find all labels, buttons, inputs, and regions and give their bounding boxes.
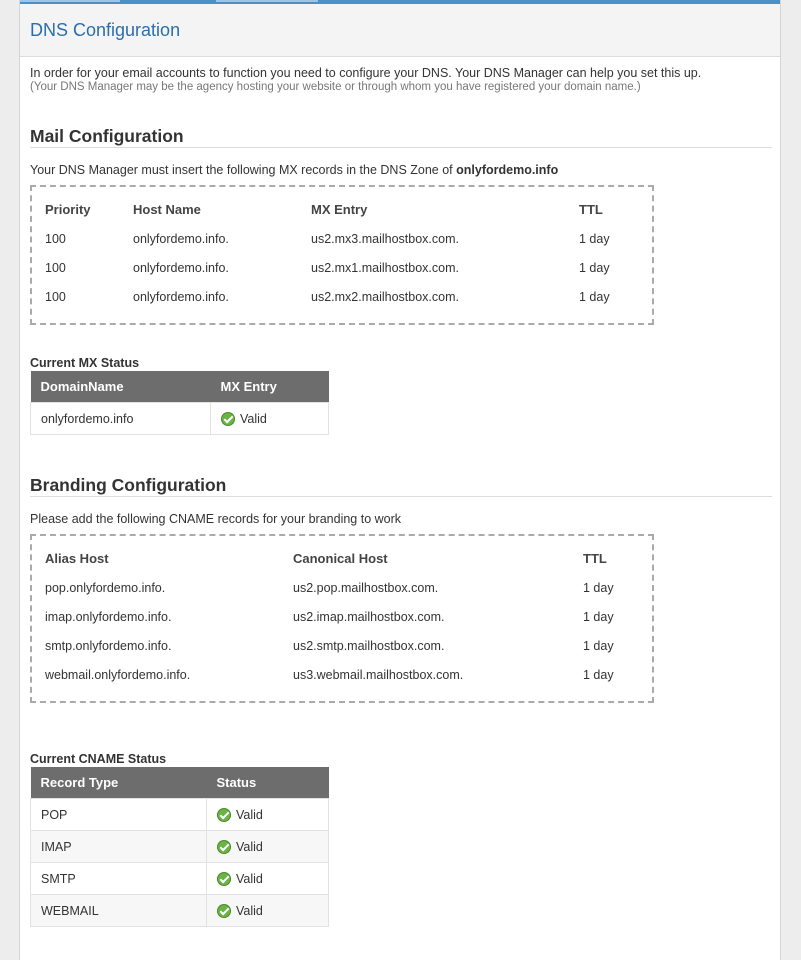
tab-indicator bbox=[216, 0, 318, 2]
branding-lead: Please add the following CNAME records for your branding to work bbox=[30, 512, 402, 526]
cname-alias: webmail.onlyfordemo.info. bbox=[45, 667, 191, 682]
mx-header-row bbox=[45, 195, 639, 224]
table-row bbox=[45, 253, 639, 282]
cname-header-ttl: TTL bbox=[583, 551, 607, 566]
cname-records-box bbox=[30, 534, 654, 703]
mx-ttl: 1 day bbox=[579, 231, 610, 246]
cname-status-cell bbox=[207, 863, 329, 895]
table-row bbox=[45, 602, 643, 631]
mx-ttl: 1 day bbox=[579, 260, 610, 275]
cname-status-label: Current CNAME Status bbox=[30, 752, 167, 766]
mx-status-cell bbox=[211, 403, 329, 435]
mail-section-divider bbox=[30, 147, 772, 148]
cname-ttl: 1 day bbox=[583, 667, 614, 682]
check-circle-icon bbox=[217, 904, 231, 918]
cname-canonical: us2.imap.mailhostbox.com. bbox=[293, 609, 445, 624]
cname-record-type: POP bbox=[31, 799, 207, 831]
table-row bbox=[45, 631, 643, 660]
mail-lead bbox=[30, 163, 558, 177]
cname-ttl: 1 day bbox=[583, 638, 614, 653]
mx-header-mx-entry: MX Entry bbox=[311, 202, 368, 217]
cname-status-table bbox=[30, 767, 329, 927]
cname-status-cell bbox=[207, 895, 329, 927]
intro-main: In order for your email accounts to function you need to configure your DNS. Your DNS Manager can help you set this up. bbox=[30, 66, 702, 80]
mx-records-box bbox=[30, 185, 654, 325]
cname-alias: pop.onlyfordemo.info. bbox=[45, 580, 166, 595]
page-title: DNS Configuration bbox=[30, 20, 181, 40]
mx-status-table bbox=[30, 371, 329, 435]
mx-entry: us2.mx2.mailhostbox.com. bbox=[311, 289, 459, 304]
cname-canonical: us2.pop.mailhostbox.com. bbox=[293, 580, 439, 595]
mx-status-header-row bbox=[31, 371, 329, 403]
table-row bbox=[31, 895, 329, 927]
dns-configuration-panel bbox=[19, 0, 781, 960]
tab-indicator bbox=[20, 0, 120, 2]
check-circle-icon bbox=[221, 412, 235, 426]
status-valid-text: Valid bbox=[236, 903, 263, 918]
mx-status-header-domain: DomainName bbox=[31, 371, 211, 403]
cname-alias: smtp.onlyfordemo.info. bbox=[45, 638, 172, 653]
table-row bbox=[45, 224, 639, 253]
status-valid-text: Valid bbox=[236, 871, 263, 886]
cname-alias: imap.onlyfordemo.info. bbox=[45, 609, 172, 624]
cname-record-type: WEBMAIL bbox=[31, 895, 207, 927]
mx-priority: 100 bbox=[45, 289, 66, 304]
cname-header-alias: Alias Host bbox=[45, 551, 109, 566]
cname-ttl: 1 day bbox=[583, 580, 614, 595]
cname-record-type: IMAP bbox=[31, 831, 207, 863]
status-valid-text: Valid bbox=[240, 411, 267, 426]
cname-record-type: SMTP bbox=[31, 863, 207, 895]
mx-header-hostname: Host Name bbox=[133, 202, 201, 217]
mail-lead-text: Your DNS Manager must insert the following MX records in the DNS Zone of bbox=[30, 163, 453, 177]
cname-ttl: 1 day bbox=[583, 609, 614, 624]
mx-hostname: onlyfordemo.info. bbox=[133, 260, 229, 275]
mx-entry: us2.mx1.mailhostbox.com. bbox=[311, 260, 459, 275]
check-circle-icon bbox=[217, 840, 231, 854]
check-circle-icon bbox=[217, 872, 231, 886]
cname-canonical: us3.webmail.mailhostbox.com. bbox=[293, 667, 464, 682]
check-circle-icon bbox=[217, 808, 231, 822]
cname-status-header-type: Record Type bbox=[31, 767, 207, 799]
mx-priority: 100 bbox=[45, 231, 66, 246]
table-row bbox=[31, 403, 329, 435]
status-valid-text: Valid bbox=[236, 839, 263, 854]
cname-records-table bbox=[45, 544, 643, 689]
cname-status-header-row bbox=[31, 767, 329, 799]
mx-status-header-entry: MX Entry bbox=[211, 371, 329, 403]
mx-hostname: onlyfordemo.info. bbox=[133, 289, 229, 304]
table-row bbox=[45, 573, 643, 602]
cname-status-cell bbox=[207, 831, 329, 863]
branding-section-divider bbox=[30, 496, 772, 497]
mx-priority: 100 bbox=[45, 260, 66, 275]
table-row bbox=[45, 282, 639, 311]
mx-status-domain: onlyfordemo.info bbox=[31, 403, 211, 435]
intro-text bbox=[30, 66, 701, 93]
table-row bbox=[31, 863, 329, 895]
mx-header-ttl: TTL bbox=[579, 202, 603, 217]
mx-status-label: Current MX Status bbox=[30, 356, 140, 370]
mx-hostname: onlyfordemo.info. bbox=[133, 231, 229, 246]
mail-section-title: Mail Configuration bbox=[30, 126, 184, 146]
table-row bbox=[45, 660, 643, 689]
cname-status-header-status: Status bbox=[207, 767, 329, 799]
cname-header-row bbox=[45, 544, 643, 573]
mail-domain: onlyfordemo.info bbox=[456, 163, 559, 177]
table-row bbox=[31, 831, 329, 863]
cname-canonical: us2.smtp.mailhostbox.com. bbox=[293, 638, 445, 653]
mx-entry: us2.mx3.mailhostbox.com. bbox=[311, 231, 459, 246]
page-header bbox=[20, 4, 780, 57]
mx-header-priority: Priority bbox=[45, 202, 91, 217]
table-row bbox=[31, 799, 329, 831]
intro-sub: (Your DNS Manager may be the agency hosting your website or through whom you have registered your domain name.) bbox=[30, 81, 641, 93]
cname-status-cell bbox=[207, 799, 329, 831]
status-valid-text: Valid bbox=[236, 807, 263, 822]
branding-section-title: Branding Configuration bbox=[30, 475, 227, 495]
mx-ttl: 1 day bbox=[579, 289, 610, 304]
cname-header-canonical: Canonical Host bbox=[293, 551, 388, 566]
mx-records-table bbox=[45, 195, 639, 311]
